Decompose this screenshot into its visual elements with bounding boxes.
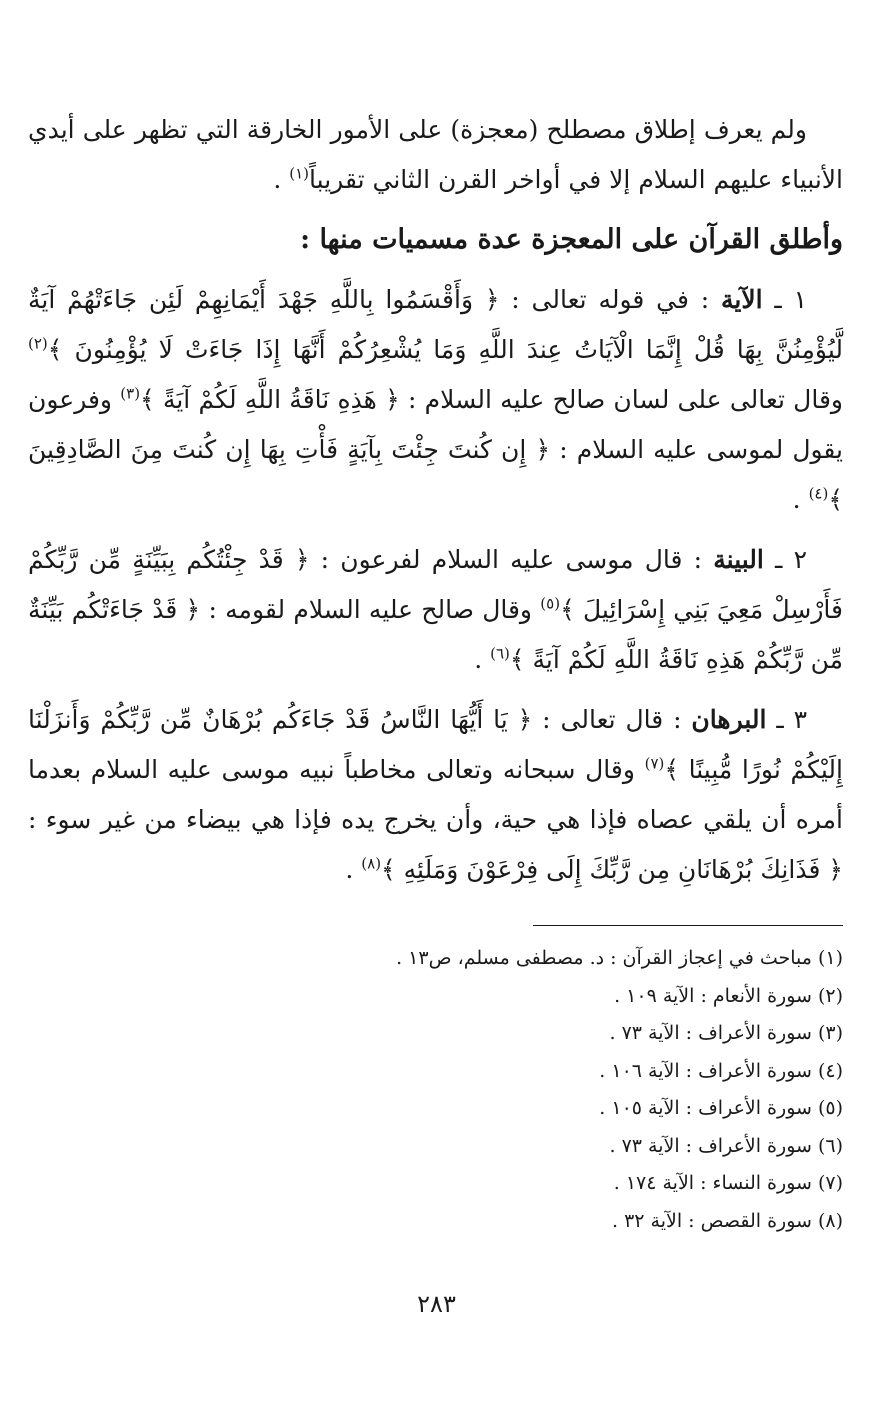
section-term: الآية (721, 285, 763, 314)
section-text: وقال صالح عليه السلام لقومه : (200, 595, 541, 624)
footnote-number: (٢) (817, 984, 843, 1007)
section-text: وقال تعالى على لسان صالح عليه السلام : (399, 385, 843, 414)
footnote-number: (١) (817, 947, 843, 969)
section-lead: : قال موسى عليه السلام لفرعون : (309, 545, 714, 574)
section-number: ٣ ـ (766, 705, 808, 734)
footnote-text: سورة الأعراف : الآية ١٠٦ . (599, 1059, 812, 1082)
main-text (28, 105, 843, 905)
footnote-number: (٤) (817, 1059, 843, 1082)
section-end: . (792, 485, 809, 514)
footnote-ref: (٢) (28, 334, 48, 353)
footnote-text: مباحث في إعجاز القرآن : د. مصطفى مسلم، ص١٣ . (396, 947, 812, 969)
page-number: ٢٨٣ (417, 1290, 456, 1318)
footnote-ref: (٣) (120, 384, 141, 403)
section-lead: : قال تعالى : (532, 705, 692, 734)
footnote-ref: (٨) (361, 854, 382, 873)
footnote-text: سورة القصص : الآية ٣٢ . (611, 1209, 812, 1232)
section-heading: وأطلق القرآن على المعجزة عدة مسميات منها : (300, 224, 843, 255)
section-term: البرهان (691, 705, 767, 734)
section-number: ٢ ـ (763, 545, 807, 574)
footnote-item (28, 978, 843, 1016)
footnote-number: (٨) (817, 1209, 843, 1232)
footnote-ref: (٦) (490, 644, 510, 663)
footnote-text: سورة الأعراف : الآية ١٠٥ . (599, 1097, 812, 1119)
footnote-item (28, 1053, 843, 1091)
footnote-ref: (٤) (808, 484, 829, 503)
section-lead: : في قوله تعالى : (499, 285, 722, 314)
intro-end: . (273, 165, 290, 194)
footnote-text: سورة الأنعام : الآية ١٠٩ . (614, 984, 812, 1007)
section-term: البينة (713, 545, 764, 574)
footnote-ref: (٧) (644, 754, 665, 773)
quran-verse: ﴿ هَذِهِ نَاقَةُ اللَّهِ لَكُمْ آيَةً ﴾ (140, 385, 400, 414)
footnote-divider (533, 925, 843, 926)
quran-verse: ﴿ قَدْ جِئْتُكُم بِبَيِّنَةٍ مِّن رَّبِّكُمْ فَأَرْسِلْ مَعِيَ بَنِي إِسْرَائِيلَ ﴾ (28, 545, 843, 624)
footnote-number: (٦) (817, 1134, 843, 1157)
footnote-item (28, 1015, 843, 1053)
footnote-item (28, 1128, 843, 1166)
footnote-number: (٥) (817, 1097, 843, 1119)
footnote-ref: (٥) (540, 594, 561, 613)
footnote-text: سورة الأعراف : الآية ٧٣ . (609, 1134, 812, 1157)
section-end: . (345, 855, 362, 884)
section-end: . (474, 645, 491, 674)
section-text: وفرعون يقول لموسى عليه السلام : (28, 385, 844, 464)
section-burhan (28, 695, 843, 895)
footnote-item (28, 940, 843, 978)
intro-text: ولم يعرف إطلاق مصطلح (معجزة) على الأمور الخارقة التي تظهر على أيدي الأنبياء عليهم السلام إلا في أواخر القرن الثاني تقريباً (28, 115, 843, 194)
footnotes-list (28, 940, 843, 1240)
section-number: ١ ـ (762, 285, 807, 314)
quran-verse: ﴿ فَذَانِكَ بُرْهَانَانِ مِن رَّبِّكَ إِلَى فِرْعَوْنَ وَمَلَئِهِ ﴾ (381, 855, 843, 884)
footnote-text: سورة النساء : الآية ١٧٤ . (613, 1172, 812, 1194)
footnote-item (28, 1165, 843, 1203)
quran-verse: ﴿ يَا أَيُّهَا النَّاسُ قَدْ جَاءَكُم بُرْهَانٌ مِّن رَّبِّكُمْ وَأَنزَلْنَا إِلَيْكُمْ نُورًا مُّبِينًا ﴾ (28, 705, 843, 784)
footnote-item (28, 1203, 843, 1241)
footnote-number: (٣) (817, 1022, 843, 1044)
quran-verse: ﴿ إِن كُنتَ جِئْتَ بِآيَةٍ فَأْتِ بِهَا إِن كُنتَ مِنَ الصَّادِقِينَ ﴾ (28, 435, 843, 514)
footnote-ref: (١) (289, 164, 310, 183)
footnote-number: (٧) (817, 1172, 843, 1194)
quran-verse: ﴿ وَأَقْسَمُوا بِاللَّهِ جَهْدَ أَيْمَانِهِمْ لَئِن جَاءَتْهُمْ آيَةٌ لَّيُؤْمِنُنَّ بِهَا قُلْ إِنَّمَا الْآيَاتُ عِندَ اللَّهِ وَمَا يُشْعِرُكُمْ أَنَّهَا إِذَا جَاءَتْ لَا يُؤْمِنُونَ ﴾ (28, 285, 843, 364)
footnote-item (28, 1090, 843, 1128)
footnote-text: سورة الأعراف : الآية ٧٣ . (609, 1022, 812, 1044)
section-ayah (28, 275, 843, 525)
quran-verse: ﴿ قَدْ جَاءَتْكُم بَيِّنَةٌ مِّن رَّبِّكُمْ هَذِهِ نَاقَةُ اللَّهِ لَكُمْ آيَةً ﴾ (28, 595, 843, 674)
intro-paragraph (28, 105, 843, 205)
section-bayyina (28, 535, 843, 685)
section-text: وقال سبحانه وتعالى مخاطباً نبيه موسى عليه السلام بعدما أمره أن يلقي عصاه فإذا هي حية، وأن يخرج يده فإذا هي بيضاء من غير سوء : (28, 755, 843, 834)
